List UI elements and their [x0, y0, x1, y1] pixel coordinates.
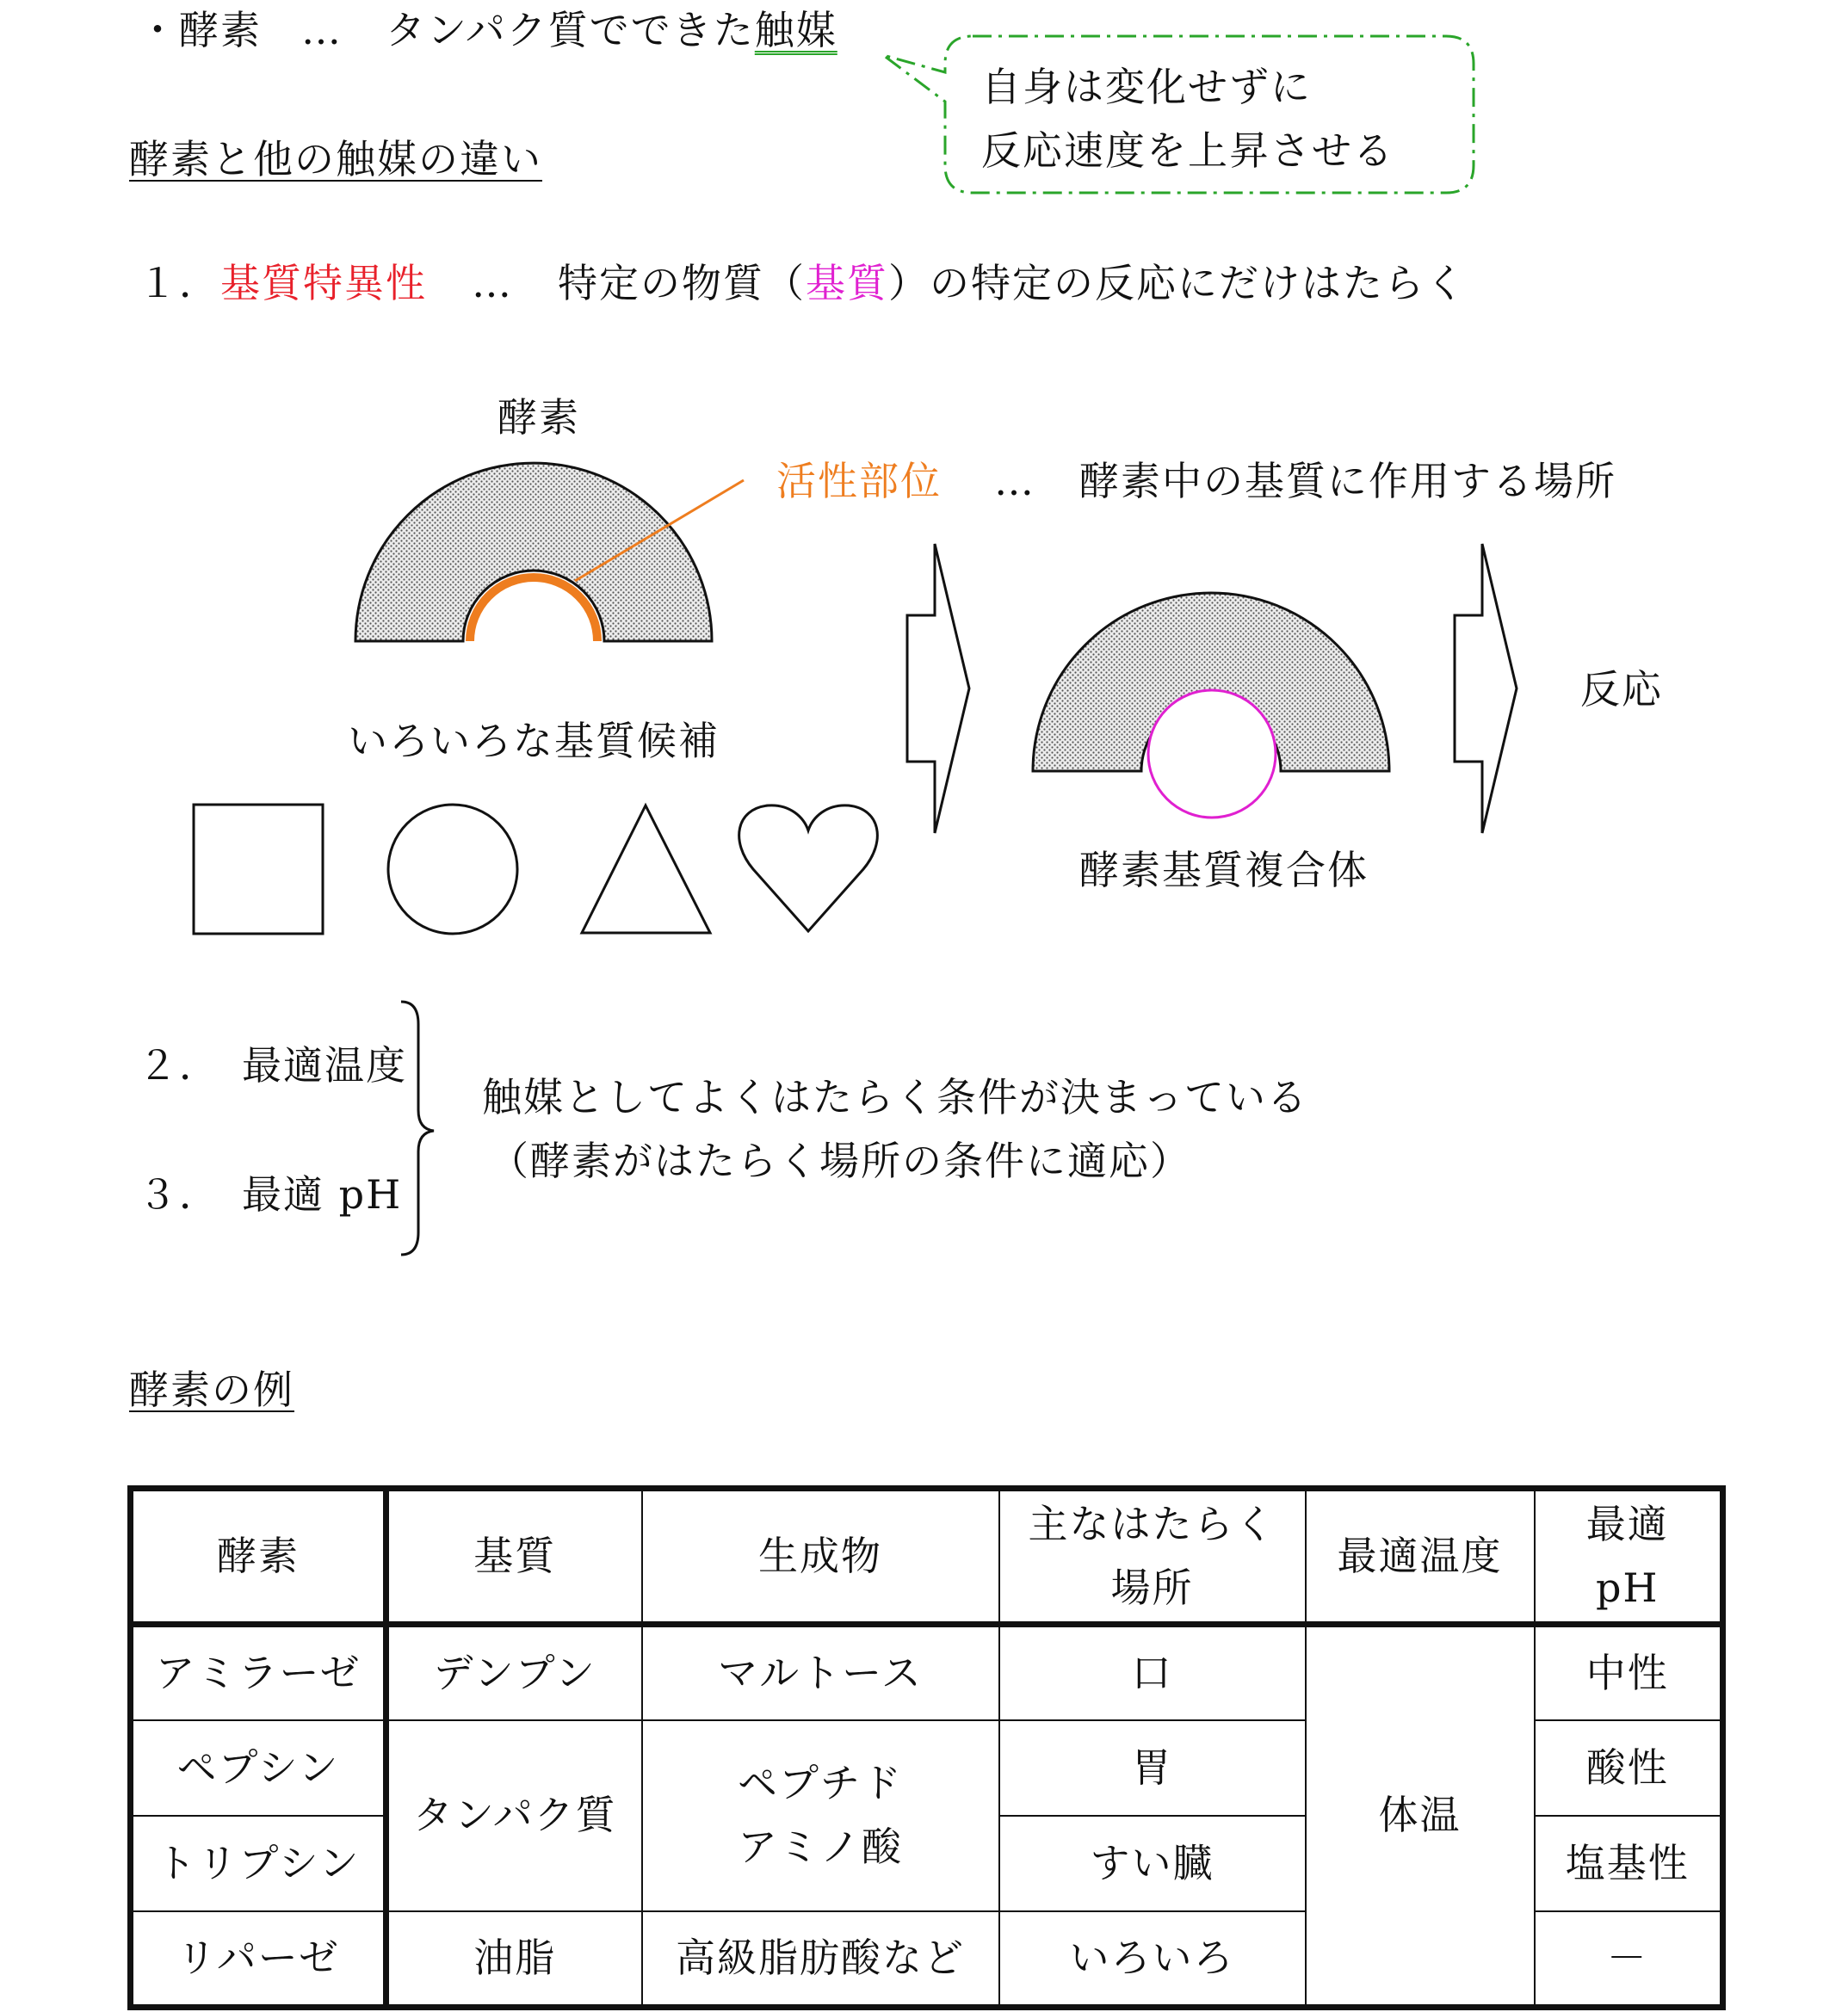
- cell-ph-none: －: [1535, 1911, 1723, 2007]
- point1-desc-b: ）の特定の反応にだけはたらく: [888, 260, 1467, 306]
- active-site-dots: …: [994, 458, 1035, 504]
- intro-desc-catalyst: 触媒: [754, 7, 837, 53]
- table-header-row: [131, 1489, 1723, 1625]
- cell-place-various: いろいろ: [999, 1911, 1306, 2007]
- cell-place-mouth: 口: [999, 1625, 1306, 1720]
- header-product: 生成物: [642, 1489, 999, 1625]
- intro-bullet-term: ・酵素: [138, 7, 262, 53]
- cell-enzyme-amylase: アミラーゼ: [131, 1625, 386, 1720]
- header-substrate: 基質: [386, 1489, 642, 1625]
- point1-dots: …: [472, 260, 513, 306]
- cell-ph-basic: 塩基性: [1535, 1816, 1723, 1911]
- cell-temperature-body: 体温: [1306, 1625, 1535, 2008]
- header-place: [999, 1489, 1306, 1625]
- cell-enzyme-lipase: リパーゼ: [131, 1911, 386, 2007]
- header-place-line1: 主なはたらく: [1028, 1500, 1276, 1547]
- cell-place-pancreas: すい臓: [999, 1816, 1306, 1911]
- arrow-to-reaction: [1455, 544, 1517, 833]
- enzyme-table: [127, 1485, 1726, 2010]
- conditions-description: 触媒としてよくはたらく条件が決まっている: [482, 1074, 1308, 1120]
- complex-substrate-circle: [1148, 690, 1276, 818]
- active-site-description: 酵素中の基質に作用する場所: [1079, 458, 1616, 504]
- candidates-label: いろいろな基質候補: [348, 718, 720, 764]
- header-place-line2: 場所: [1110, 1564, 1194, 1611]
- arrow-to-complex: [907, 544, 969, 833]
- complex-label: 酵素基質複合体: [1079, 847, 1369, 893]
- conditions-brace: [401, 1002, 434, 1255]
- square-shape: [194, 805, 323, 934]
- point1-desc-a: 特定の物質（: [558, 260, 806, 306]
- intro-desc-plain: タンパク質でできた: [386, 7, 755, 53]
- cell-place-stomach: 胃: [999, 1720, 1306, 1816]
- enzyme-label: 酵素: [498, 394, 580, 441]
- section-heading-differences: 酵素と他の触媒の違い: [129, 136, 542, 182]
- header-optimal-temperature: 最適温度: [1306, 1489, 1535, 1625]
- header-ph-line2: pH: [1595, 1564, 1659, 1611]
- reaction-label: 反応: [1580, 666, 1663, 713]
- cell-substrate-protein: タンパク質: [386, 1720, 642, 1911]
- callout-line-2: 反応速度を上昇させる: [981, 127, 1394, 174]
- product-peptide: ペプチド: [738, 1760, 903, 1807]
- cell-substrate-fat: 油脂: [386, 1911, 642, 2007]
- cell-substrate-starch: デンプン: [386, 1625, 642, 1720]
- section-heading-examples: 酵素の例: [129, 1367, 294, 1413]
- heart-shape: [739, 805, 878, 931]
- circle-shape: [388, 805, 517, 934]
- intro-dots: …: [301, 7, 343, 53]
- cell-ph-acidic: 酸性: [1535, 1720, 1723, 1816]
- header-ph-line1: 最適: [1585, 1500, 1669, 1547]
- active-site-label: 活性部位: [776, 458, 942, 504]
- header-optimal-ph: [1535, 1489, 1723, 1625]
- cell-product-peptide-amino: [642, 1720, 999, 1911]
- conditions-note: （酵素がはたらく場所の条件に適応）: [489, 1138, 1191, 1184]
- table-row-amylase: [131, 1625, 1723, 1720]
- cell-ph-neutral: 中性: [1535, 1625, 1723, 1720]
- callout-bubble: [883, 36, 1474, 193]
- point1-number: １．: [138, 260, 220, 306]
- enzyme-shape: [355, 463, 712, 641]
- point1-desc-substrate: 基質: [806, 260, 888, 306]
- point1-term: 基質特異性: [220, 260, 427, 306]
- condition-optimal-temperature: ２． 最適温度: [138, 1042, 407, 1089]
- callout-line-1: 自身は変化せずに: [981, 64, 1312, 110]
- condition-optimal-ph: ３． 最適 pH: [138, 1171, 403, 1218]
- product-amino-acid: アミノ酸: [738, 1824, 903, 1871]
- cell-product-fatty-acids: 高級脂肪酸など: [642, 1911, 999, 2007]
- triangle-shape: [582, 805, 710, 933]
- cell-enzyme-trypsin: トリプシン: [131, 1816, 386, 1911]
- cell-product-maltose: マルトース: [642, 1625, 999, 1720]
- cell-enzyme-pepsin: ペプシン: [131, 1720, 386, 1816]
- header-enzyme: 酵素: [131, 1489, 386, 1625]
